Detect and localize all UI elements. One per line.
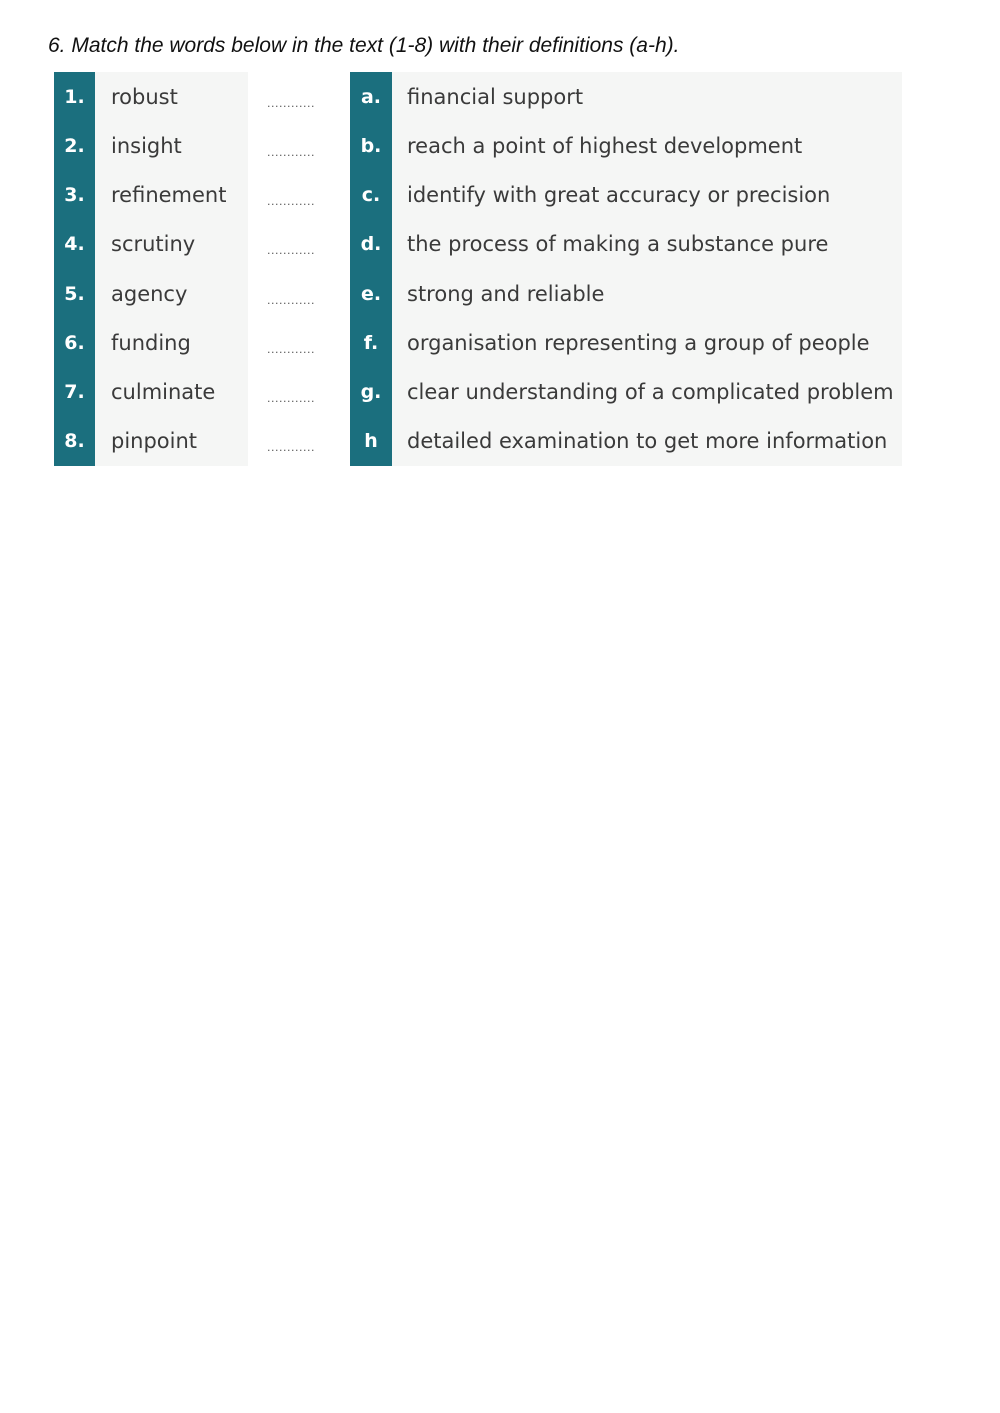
match-row [0, 220, 1000, 269]
word-term: insight [111, 134, 182, 158]
word-number: 8. [64, 430, 85, 452]
definition-letter: c. [361, 184, 381, 206]
answer-blank[interactable]: ............ [267, 97, 315, 110]
answer-blank[interactable]: ............ [267, 392, 315, 405]
answer-blank[interactable]: ............ [267, 441, 315, 454]
definition-letter: g. [360, 381, 382, 403]
match-row [0, 319, 1000, 368]
word-number: 6. [64, 332, 85, 354]
match-row [0, 171, 1000, 220]
answer-blank[interactable]: ............ [267, 146, 315, 159]
answer-blank[interactable]: ............ [267, 343, 315, 356]
match-row [0, 270, 1000, 319]
match-row [0, 73, 1000, 122]
word-term: refinement [111, 183, 227, 207]
definition-letter: a. [360, 86, 382, 108]
definition-text: strong and reliable [407, 282, 605, 306]
answer-blank[interactable]: ............ [267, 244, 315, 257]
word-term: funding [111, 331, 191, 355]
match-row [0, 417, 1000, 466]
exercise-instruction: 6. Match the words below in the text (1-8) with their definitions (a-h). [48, 34, 680, 57]
definition-letter: f. [363, 332, 379, 354]
definition-letter: b. [360, 135, 382, 157]
definition-text: clear understanding of a complicated problem [407, 380, 894, 404]
word-number: 1. [64, 86, 85, 108]
answer-blank[interactable]: ............ [267, 294, 315, 307]
definition-text: reach a point of highest development [407, 134, 803, 158]
word-number: 4. [64, 233, 85, 255]
word-term: scrutiny [111, 232, 196, 256]
word-number: 2. [64, 135, 85, 157]
word-term: agency [111, 282, 188, 306]
word-term: culminate [111, 380, 216, 404]
definition-letter: h [364, 430, 378, 452]
definition-letter: e. [360, 283, 382, 305]
definition-text: organisation representing a group of people [407, 331, 870, 355]
definition-text: detailed examination to get more information [407, 429, 888, 453]
match-row [0, 122, 1000, 171]
word-term: robust [111, 85, 178, 109]
answer-blank[interactable]: ............ [267, 195, 315, 208]
match-row [0, 368, 1000, 417]
definition-text: identify with great accuracy or precision [407, 183, 831, 207]
word-number: 5. [64, 283, 85, 305]
definition-text: financial support [407, 85, 584, 109]
word-number: 7. [64, 381, 85, 403]
definition-text: the process of making a substance pure [407, 232, 829, 256]
definition-letter: d. [360, 233, 382, 255]
word-term: pinpoint [111, 429, 198, 453]
word-number: 3. [64, 184, 85, 206]
